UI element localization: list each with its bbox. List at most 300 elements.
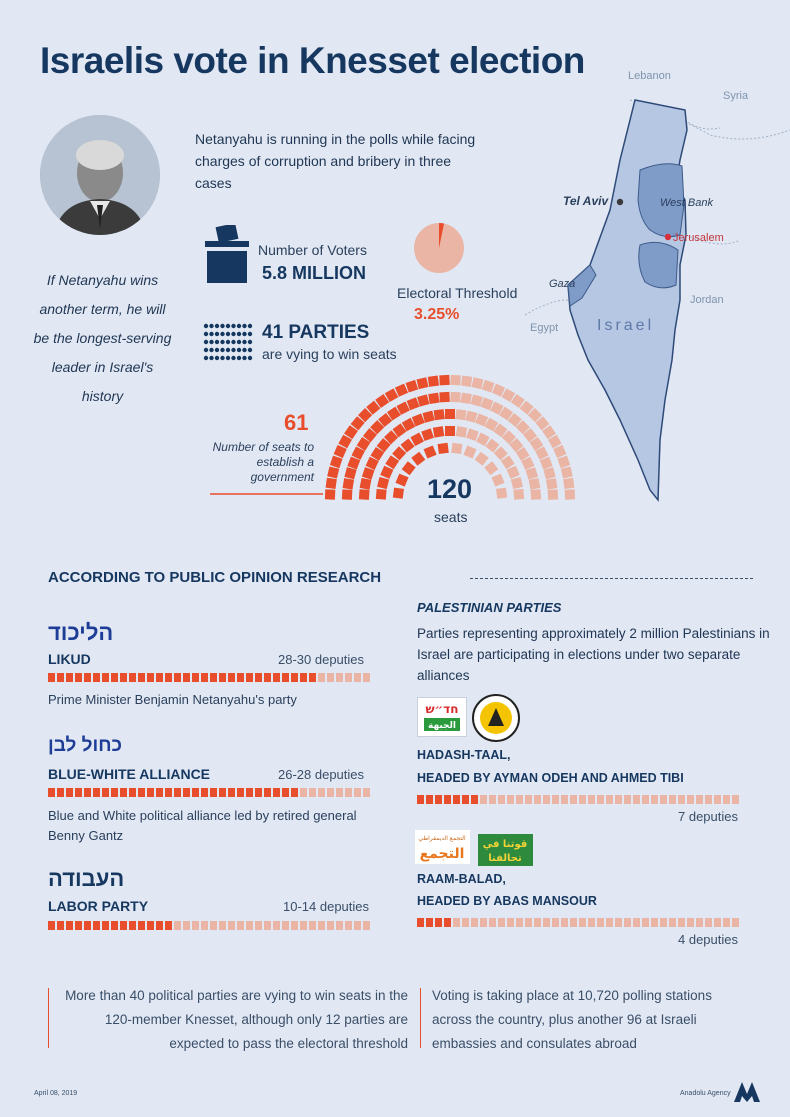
majority-label: Number of seats to establish a government — [212, 440, 314, 484]
seat-mark — [433, 426, 445, 438]
party-bar-labor — [48, 921, 370, 930]
map-label-west-bank: West Bank — [660, 197, 713, 209]
israel-shape — [568, 100, 687, 500]
map-label-lebanon: Lebanon — [628, 70, 671, 82]
bar-segment — [156, 788, 163, 797]
seat-mark — [461, 376, 472, 387]
party-dot — [209, 348, 213, 352]
party-dot — [242, 332, 246, 336]
bar-segment — [336, 788, 343, 797]
svg-text:الجبهة: الجبهة — [427, 721, 457, 731]
agency-logo — [734, 1080, 760, 1107]
bar-segment — [264, 673, 271, 682]
netanyahu-portrait — [40, 115, 160, 235]
balad-logo — [415, 830, 470, 864]
bar-segment — [561, 795, 568, 804]
bar-segment — [318, 921, 325, 930]
map-label-egypt: Egypt — [530, 322, 559, 334]
seat-mark — [325, 489, 335, 499]
seat-mark — [465, 411, 477, 423]
seat-mark — [445, 426, 455, 436]
party-dot — [209, 340, 213, 344]
bar-segment — [678, 795, 685, 804]
bar-segment — [579, 795, 586, 804]
seat-mark — [327, 466, 339, 478]
bar-segment — [435, 795, 442, 804]
seat-mark — [450, 392, 461, 403]
party-dot — [215, 324, 219, 328]
bar-segment — [606, 795, 613, 804]
bar-segment — [624, 795, 631, 804]
seat-mark — [463, 445, 476, 458]
total-seats-value: 120 — [427, 474, 473, 504]
bar-segment — [462, 795, 469, 804]
bar-segment — [507, 795, 514, 804]
side-quote: If Netanyahu wins another term, he will be the longest-serving leader in Israel's history — [33, 272, 172, 404]
tel-aviv-marker — [617, 199, 623, 205]
bar-segment — [588, 795, 595, 804]
seat-mark — [406, 380, 419, 393]
bar-segment — [156, 673, 163, 682]
seat-mark — [460, 393, 471, 404]
map-label-syria: Syria — [723, 90, 749, 102]
labor-logo: העבודה — [48, 866, 125, 891]
seat-mark — [439, 375, 449, 385]
map-label-jerusalem: Jerusalem — [673, 232, 724, 244]
bar-segment — [192, 921, 199, 930]
palestinian-heading: PALESTINIAN PARTIES — [417, 600, 562, 615]
bar-segment — [687, 795, 694, 804]
bar-segment — [309, 921, 316, 930]
bar-segment — [633, 918, 640, 927]
party-dot — [209, 356, 213, 360]
bar-segment — [111, 921, 118, 930]
bar-segment — [525, 918, 532, 927]
bar-segment — [462, 918, 469, 927]
map-label-tel-aviv: Tel Aviv — [563, 194, 609, 208]
bar-segment — [237, 921, 244, 930]
bar-segment — [453, 918, 460, 927]
party-dot — [226, 340, 230, 344]
bar-segment — [471, 795, 478, 804]
party-dot — [226, 356, 230, 360]
bottom-left-note: More than 40 political parties are vying to win seats in the 120-member Knesset, although only 12 parties are expected to pass the electoral threshold — [65, 988, 408, 1051]
party-dot — [237, 340, 241, 344]
bar-segment — [147, 673, 154, 682]
alliance-deputies-hadash-taal: 7 deputies — [678, 809, 738, 824]
bar-segment — [498, 795, 505, 804]
bar-segment — [534, 918, 541, 927]
seat-mark — [482, 380, 495, 393]
party-dot — [248, 348, 252, 352]
alliance-bar-hadash-taal — [417, 795, 739, 804]
bar-segment — [543, 918, 550, 927]
party-dot — [215, 348, 219, 352]
party-dot — [248, 356, 252, 360]
bar-segment — [552, 795, 559, 804]
party-dot — [220, 340, 224, 344]
alliance-name-raam-balad: RAAM-BALAD, — [417, 872, 506, 886]
bar-segment — [417, 795, 424, 804]
svg-text:חד״ש: חד״ש — [425, 702, 459, 716]
bar-segment — [84, 921, 91, 930]
bar-segment — [489, 795, 496, 804]
bar-segment — [363, 673, 370, 682]
bar-segment — [273, 921, 280, 930]
party-dot — [220, 332, 224, 336]
party-name-blue-white: BLUE-WHITE ALLIANCE — [48, 766, 211, 782]
bar-segment — [246, 921, 253, 930]
party-dot — [231, 356, 235, 360]
bar-segment — [57, 788, 64, 797]
bar-segment — [354, 673, 361, 682]
bar-segment — [327, 788, 334, 797]
seat-mark — [456, 426, 468, 438]
party-dot — [220, 324, 224, 328]
bar-segment — [471, 918, 478, 927]
bar-segment — [255, 921, 262, 930]
bar-segment — [48, 673, 55, 682]
threshold-pie — [412, 221, 466, 280]
bar-segment — [228, 673, 235, 682]
party-dot — [204, 356, 208, 360]
bar-segment — [129, 921, 136, 930]
bar-segment — [102, 788, 109, 797]
bar-segment — [327, 673, 334, 682]
bar-segment — [48, 788, 55, 797]
bar-segment — [687, 918, 694, 927]
bar-segment — [651, 918, 658, 927]
party-dot — [242, 356, 246, 360]
party-deputies-labor: 10-14 deputies — [283, 899, 370, 914]
bar-segment — [354, 921, 361, 930]
bar-segment — [129, 788, 136, 797]
bar-segment — [57, 921, 64, 930]
threshold-label: Electoral Threshold — [397, 285, 518, 301]
map-label-israel: Israel — [597, 317, 655, 334]
seat-mark — [377, 477, 389, 489]
bar-segment — [363, 788, 370, 797]
svg-text:تحالفنا: تحالفنا — [488, 853, 522, 864]
bar-segment — [615, 918, 622, 927]
seat-mark — [359, 489, 370, 500]
party-dot — [204, 332, 208, 336]
party-dot — [231, 340, 235, 344]
bar-segment — [102, 673, 109, 682]
bar-segment — [543, 795, 550, 804]
bottom-right-rule — [420, 988, 421, 1048]
bar-segment — [210, 788, 217, 797]
seat-mark — [376, 489, 387, 500]
seat-mark — [438, 443, 449, 454]
seat-mark — [455, 409, 466, 420]
bar-segment — [255, 673, 262, 682]
seat-mark — [471, 377, 483, 389]
bar-segment — [264, 921, 271, 930]
seat-mark — [445, 409, 455, 419]
bar-segment — [498, 918, 505, 927]
section-divider — [470, 578, 753, 579]
palestinian-text: Parties representing approximately 2 million Palestinians in Israel are participating in elections under two separate alliances — [417, 626, 770, 683]
parties-dots-icon — [203, 323, 253, 368]
seat-mark — [484, 461, 498, 475]
seat-mark — [466, 428, 479, 441]
bar-segment — [84, 673, 91, 682]
party-dot — [215, 340, 219, 344]
bar-segment — [273, 673, 280, 682]
bar-segment — [66, 673, 73, 682]
bar-segment — [534, 795, 541, 804]
bar-segment — [606, 918, 613, 927]
bar-segment — [255, 788, 262, 797]
bar-segment — [93, 673, 100, 682]
bar-segment — [426, 795, 433, 804]
blue-white-logo: כחול לבן — [48, 735, 123, 756]
bar-segment — [246, 788, 253, 797]
bar-segment — [345, 921, 352, 930]
lead-text: Netanyahu is running in the polls while facing charges of corruption and bribery in three cases — [195, 131, 476, 191]
bar-segment — [102, 921, 109, 930]
bar-segment — [210, 921, 217, 930]
bar-segment — [282, 921, 289, 930]
party-dot — [237, 332, 241, 336]
bar-segment — [84, 788, 91, 797]
party-bar-likud — [48, 673, 370, 682]
bar-segment — [219, 788, 226, 797]
party-dot — [220, 356, 224, 360]
bar-segment — [480, 795, 487, 804]
bar-segment — [723, 795, 730, 804]
bar-segment — [291, 673, 298, 682]
party-dot — [226, 324, 230, 328]
party-dot — [248, 332, 252, 336]
bar-segment — [120, 673, 127, 682]
bar-segment — [633, 795, 640, 804]
party-name-labor: LABOR PARTY — [48, 898, 149, 914]
bar-segment — [93, 788, 100, 797]
footer-agency: Anadolu Agency — [680, 1090, 731, 1097]
bar-segment — [237, 673, 244, 682]
footer-date: April 08, 2019 — [34, 1090, 78, 1097]
bar-segment — [345, 788, 352, 797]
voters-label: Number of Voters — [258, 242, 367, 258]
bar-segment — [570, 918, 577, 927]
bar-segment — [165, 921, 172, 930]
party-dot — [215, 332, 219, 336]
svg-text:التجمع الديمقراطي: التجمع الديمقراطي — [418, 835, 466, 842]
bar-segment — [219, 673, 226, 682]
bar-segment — [201, 921, 208, 930]
bar-segment — [237, 788, 244, 797]
party-dot — [226, 348, 230, 352]
bar-segment — [426, 918, 433, 927]
bar-segment — [75, 673, 82, 682]
bar-segment — [228, 921, 235, 930]
seat-mark — [344, 467, 356, 479]
bar-segment — [138, 788, 145, 797]
bar-segment — [66, 921, 73, 930]
bar-segment — [507, 918, 514, 927]
party-dot — [237, 324, 241, 328]
parties-label: are vying to win seats — [262, 346, 397, 362]
party-dot — [248, 340, 252, 344]
bar-segment — [714, 918, 721, 927]
seat-mark — [428, 376, 439, 387]
seat-mark — [342, 489, 353, 500]
party-dot — [204, 348, 208, 352]
bar-segment — [516, 918, 523, 927]
bar-segment — [246, 673, 253, 682]
bar-segment — [480, 918, 487, 927]
bar-segment — [705, 795, 712, 804]
bottom-right-note: Voting is taking place at 10,720 polling stations across the country, plus another 96 at Israeli embassies and consulates abroad — [432, 988, 712, 1051]
bar-segment — [48, 921, 55, 930]
bar-segment — [210, 673, 217, 682]
voters-value: 5.8 MILLION — [262, 263, 367, 283]
bar-segment — [120, 788, 127, 797]
bar-segment — [669, 795, 676, 804]
bar-segment — [174, 921, 181, 930]
bar-segment — [93, 921, 100, 930]
bar-segment — [183, 921, 190, 930]
bar-segment — [75, 921, 82, 930]
seat-mark — [330, 456, 343, 469]
bar-segment — [273, 788, 280, 797]
bar-segment — [156, 921, 163, 930]
party-name-likud: LIKUD — [48, 651, 91, 667]
bar-segment — [282, 788, 289, 797]
bar-segment — [561, 918, 568, 927]
bar-segment — [300, 788, 307, 797]
bar-segment — [615, 795, 622, 804]
party-dot — [220, 348, 224, 352]
bar-segment — [66, 788, 73, 797]
alliance-leaders-raam-balad: HEADED BY ABAS MANSOUR — [417, 894, 597, 908]
bottom-left-rule — [48, 988, 49, 1048]
bar-segment — [336, 673, 343, 682]
threshold-value: 3.25% — [414, 306, 460, 323]
bar-segment — [192, 788, 199, 797]
bar-segment — [183, 788, 190, 797]
bar-segment — [318, 788, 325, 797]
seat-mark — [451, 443, 462, 454]
section-heading: ACCORDING TO PUBLIC OPINION RESEARCH — [48, 569, 382, 586]
bar-segment — [138, 921, 145, 930]
bar-segment — [120, 921, 127, 930]
party-dot — [237, 356, 241, 360]
bar-segment — [183, 673, 190, 682]
map-label-jordan: Jordan — [690, 294, 724, 306]
bar-segment — [291, 788, 298, 797]
bar-segment — [111, 788, 118, 797]
seat-mark — [423, 411, 435, 423]
seat-mark — [471, 394, 483, 406]
party-dot — [242, 324, 246, 328]
page-title: Israelis vote in Knesset election — [40, 40, 585, 81]
bar-segment — [291, 921, 298, 930]
bar-segment — [660, 918, 667, 927]
raam-logo — [478, 834, 533, 866]
party-dot — [204, 340, 208, 344]
bar-segment — [651, 795, 658, 804]
bar-segment — [336, 921, 343, 930]
party-dot — [231, 324, 235, 328]
bar-segment — [264, 788, 271, 797]
bar-segment — [705, 918, 712, 927]
bar-segment — [642, 795, 649, 804]
seat-mark — [421, 428, 434, 441]
bar-segment — [75, 788, 82, 797]
bar-segment — [282, 673, 289, 682]
seat-mark — [411, 452, 425, 466]
seat-mark — [428, 393, 439, 404]
bar-segment — [174, 788, 181, 797]
bar-segment — [525, 795, 532, 804]
svg-text:التجمع: التجمع — [419, 846, 465, 862]
bar-segment — [300, 921, 307, 930]
bar-segment — [579, 918, 586, 927]
bar-segment — [570, 795, 577, 804]
hadash-logo — [417, 697, 467, 737]
bar-segment — [174, 673, 181, 682]
bar-segment — [714, 795, 721, 804]
bar-segment — [129, 673, 136, 682]
bar-segment — [300, 673, 307, 682]
party-bar-blue-white — [48, 788, 370, 797]
bar-segment — [201, 673, 208, 682]
seat-mark — [439, 392, 450, 403]
bar-segment — [57, 673, 64, 682]
bar-segment — [363, 921, 370, 930]
party-dot — [231, 332, 235, 336]
bar-segment — [309, 673, 316, 682]
bar-segment — [516, 795, 523, 804]
bar-segment — [489, 918, 496, 927]
seat-mark — [434, 409, 445, 420]
bar-segment — [192, 673, 199, 682]
bar-segment — [444, 918, 451, 927]
party-dot — [204, 324, 208, 328]
bar-segment — [318, 673, 325, 682]
bar-segment — [327, 921, 334, 930]
party-dot — [226, 332, 230, 336]
party-dot — [215, 356, 219, 360]
bar-segment — [417, 918, 424, 927]
party-dot — [209, 324, 213, 328]
alliance-name-hadash-taal: HADASH-TAAL, — [417, 748, 511, 762]
seat-mark — [326, 478, 337, 489]
bar-segment — [588, 918, 595, 927]
jerusalem-marker — [665, 234, 671, 240]
seat-mark — [360, 478, 372, 490]
party-desc-likud: Prime Minister Benjamin Netanyahu's party — [48, 692, 297, 707]
likud-logo: הליכוד — [48, 620, 114, 645]
party-dot — [248, 324, 252, 328]
bar-segment — [165, 788, 172, 797]
alliance-deputies-raam-balad: 4 deputies — [678, 932, 738, 947]
party-dot — [231, 348, 235, 352]
bar-segment — [453, 795, 460, 804]
party-dot — [209, 332, 213, 336]
party-dot — [242, 340, 246, 344]
ballot-box-icon — [205, 225, 249, 290]
bar-segment — [696, 918, 703, 927]
bar-segment — [219, 921, 226, 930]
bar-segment — [552, 918, 559, 927]
bar-segment — [732, 918, 739, 927]
bar-segment — [435, 918, 442, 927]
seat-mark — [343, 478, 354, 489]
